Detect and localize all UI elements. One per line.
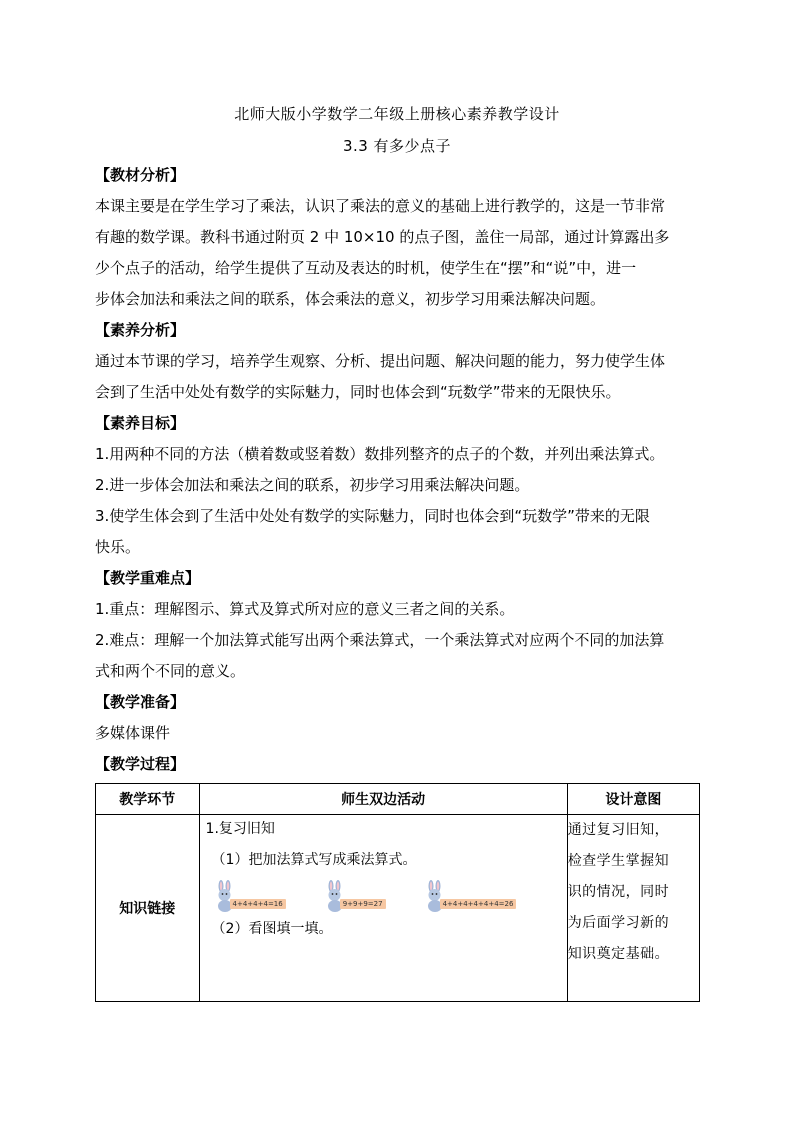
- paragraph-line: 本课主要是在学生学习了乘法，认识了乘法的意义的基础上进行教学的，这是一节非常: [95, 197, 666, 215]
- section-process: [95, 749, 707, 780]
- paragraph-line: 2.难点：理解一个加法算式能写出两个乘法算式，一个乘法算式对应两个不同的加法算: [95, 631, 665, 649]
- activity-line: （2）看图填一填。: [211, 921, 333, 937]
- paragraph-line: 多媒体课件: [95, 724, 171, 742]
- table-row: [96, 815, 700, 1002]
- teaching-process-table: [95, 783, 700, 1002]
- column-header: 师生双边活动: [199, 784, 567, 815]
- paragraph-line: 1.用两种不同的方法（横着数或竖着数）数排列整齐的点子的个数，并列出乘法算式。: [95, 445, 665, 463]
- paragraph-line: 少个点子的活动，给学生提供了互动及表达的时机，使学生在“摆”和“说”中，进一: [95, 259, 637, 277]
- paragraph-line: 1.重点：理解图示、算式及算式所对应的意义三者之间的关系。: [95, 600, 515, 618]
- column-header: 教学环节: [96, 784, 200, 815]
- paragraph-line: 快乐。: [95, 538, 141, 556]
- equation-label: 4+4+4+4=16: [230, 899, 286, 909]
- rabbit-equation-card: [214, 880, 286, 912]
- rabbit-equation-card: [424, 880, 517, 912]
- purpose-line: 检查学生掌握知: [567, 853, 670, 869]
- section-heading: 【教学准备】: [95, 693, 186, 711]
- section-literacy-analysis: [95, 315, 707, 408]
- rabbit-equations: [200, 877, 567, 915]
- purpose-line: 通过复习旧知，: [567, 822, 670, 838]
- section-heading: 【素养分析】: [95, 321, 186, 339]
- table-header-row: [96, 784, 700, 815]
- section-preparation: [95, 687, 707, 749]
- paragraph-line: 通过本节课的学习，培养学生观察、分析、提出问题、解决问题的能力，努力使学生体: [95, 352, 666, 370]
- section-textbook-analysis: [95, 160, 707, 315]
- paragraph-line: 步体会加法和乘法之间的联系，体会乘法的意义，初步学习用乘法解决问题。: [95, 290, 606, 308]
- purpose-line: 为后面学习新的: [567, 915, 670, 931]
- section-heading: 【教学重难点】: [95, 569, 201, 587]
- equation-label: 4+4+4+4+4+4=26: [440, 899, 517, 909]
- section-heading: 【教材分析】: [95, 166, 186, 184]
- purpose-line: 知识奠定基础。: [567, 946, 670, 962]
- paragraph-line: 3.使学生体会到了生活中处处有数学的实际魅力，同时也体会到“玩数学”带来的无限: [95, 507, 650, 525]
- paragraph-line: 会到了生活中处处有数学的实际魅力，同时也体会到“玩数学”带来的无限快乐。: [95, 383, 621, 401]
- paragraph-line: 2.进一步体会加法和乘法之间的联系，初步学习用乘法解决问题。: [95, 476, 530, 494]
- section-heading: 【教学过程】: [95, 755, 186, 773]
- lesson-subtitle: 3.3 有多少点子: [342, 137, 452, 155]
- paragraph-line: 有趣的数学课。教科书通过附页 2 中 10×10 的点子图，盖住一局部，通过计算露出多: [95, 228, 670, 246]
- equation-label: 9+9+9=27: [340, 899, 386, 909]
- section-literacy-goals: [95, 408, 707, 563]
- activity-line: 1.复习旧知: [205, 821, 275, 837]
- activity-cell: [199, 815, 567, 1002]
- section-heading: 【素养目标】: [95, 414, 186, 432]
- document-title: 北师大版小学数学二年级上册核心素养教学设计: [234, 105, 560, 123]
- purpose-line: 识的情况，同时: [567, 884, 670, 900]
- column-header: 设计意图: [567, 784, 699, 815]
- activity-line: （1）把加法算式写成乘法算式。: [211, 852, 417, 868]
- purpose-cell: [567, 815, 699, 1002]
- rabbit-equation-card: [324, 880, 386, 912]
- paragraph-line: 式和两个不同的意义。: [95, 662, 246, 680]
- section-key-points: [95, 563, 707, 687]
- stage-cell: 知识链接: [96, 815, 200, 1002]
